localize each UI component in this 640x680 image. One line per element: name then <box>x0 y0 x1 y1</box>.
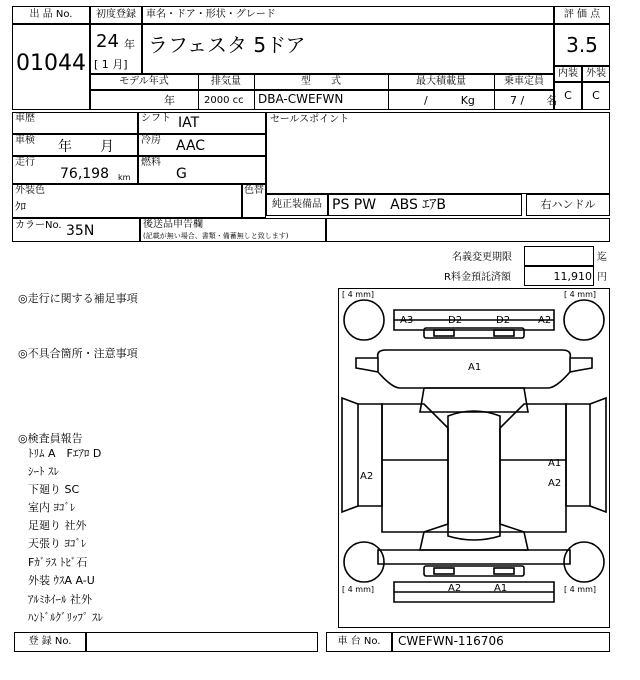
exterior-color-label: 外装色 <box>15 185 45 196</box>
name-change-label: 名義変更期限 <box>452 252 512 263</box>
mileage-unit: km <box>118 173 131 182</box>
inspector-line: ｼｰﾄ ｽﾚ <box>28 465 59 478</box>
fuel-value: G <box>176 166 187 182</box>
history-label: 車歴 <box>15 113 35 124</box>
color-no-value: 35N <box>66 223 95 239</box>
chassis-number: CWEFWN-116706 <box>398 634 504 648</box>
exterior-label: 外装 <box>586 68 606 79</box>
car-name-label: 車名・ドア・形状・グレード <box>146 9 276 20</box>
mark-front-d2-1: D2 <box>448 315 463 326</box>
score-label: 評 価 点 <box>563 9 601 20</box>
mark-front-d2-2: D2 <box>496 315 511 326</box>
exterior-color-cell <box>12 184 242 218</box>
displacement-label: 排気量 <box>211 76 241 87</box>
tire-br-label: [ 4 mm] <box>564 585 597 594</box>
roof <box>448 411 500 540</box>
exterior-grade: C <box>592 89 600 102</box>
lot-label: 出 品 No. <box>29 9 73 20</box>
chassis-label: 車 台 No. <box>337 636 381 647</box>
left-doors <box>382 404 448 532</box>
reg-no-label: 登 録 No. <box>28 636 72 647</box>
mark-right-a2: A2 <box>548 478 562 489</box>
left-side <box>358 404 382 506</box>
handle-value: 右ハンドル <box>540 198 596 211</box>
shift-label: シフト <box>141 113 171 124</box>
model-year-unit: 年 <box>164 94 175 107</box>
recycle-amount: 11,910 <box>553 270 592 283</box>
doc-label: 後送品申告欄 <box>143 219 203 230</box>
recycle-label: R料金預託済額 <box>444 272 511 283</box>
first-reg-year: 24 <box>96 31 119 52</box>
tire-front-left <box>344 300 384 340</box>
inspector-line: ｱﾙﾐﾎｲｰﾙ 社外 <box>28 593 92 606</box>
inspector-line: 外装 ｳｽA A-U <box>28 574 95 587</box>
inspector-line: ﾊﾝﾄﾞﾙｸﾞﾘｯﾌﾟ ｽﾚ <box>28 611 103 624</box>
mark-rear-a1: A1 <box>494 583 508 594</box>
name-change-box <box>524 246 594 266</box>
mark-hood-a1: A1 <box>468 362 482 373</box>
defects-notes-title: ◎不具合箇所・注意事項 <box>18 347 138 360</box>
equipment-value: PS PW ABS ｴｱB <box>332 197 446 213</box>
mark-right-a1: A1 <box>548 458 562 469</box>
type-value: DBA-CWEFWN <box>258 92 344 106</box>
capacity-value: 7 / 名 <box>510 94 558 107</box>
first-reg-label: 初度登録 <box>96 9 136 20</box>
mark-rear-a2: A2 <box>448 583 462 594</box>
car-diagram <box>338 288 610 628</box>
inspector-line: 天張り ﾖｺﾞﾚ <box>28 537 87 550</box>
color-no-label: カラーNo. <box>15 220 62 231</box>
type-label: 型 式 <box>301 76 341 87</box>
recycle-unit: 円 <box>597 272 607 283</box>
mark-left-a2: A2 <box>360 471 374 482</box>
name-change-unit: 迄 <box>597 252 607 263</box>
ac-value: AAC <box>176 138 206 154</box>
inspector-line: Fｶﾞﾗｽ ﾄﾋﾞ石 <box>28 556 88 569</box>
displacement-value: 2000 cc <box>204 95 244 106</box>
mileage-label: 走行 <box>15 157 35 168</box>
windshield <box>420 388 528 412</box>
mark-front-a3: A3 <box>400 315 414 326</box>
driving-notes-title: ◎走行に関する補足事項 <box>18 292 138 305</box>
equipment-label: 純正装備品 <box>272 199 322 210</box>
rear-window <box>420 532 528 550</box>
interior-label: 内装 <box>558 68 578 79</box>
inspection-value: 年 月 <box>58 139 114 155</box>
doc-note: (記載が無い場合、書類・備蓄無しと致します) <box>143 232 289 240</box>
capacity-label: 乗車定員 <box>504 76 544 87</box>
tire-bl-label: [ 4 mm] <box>342 585 375 594</box>
tire-tl-label: [ 4 mm] <box>342 290 375 299</box>
inspector-report-title: ◎検査員報告 <box>18 432 83 445</box>
first-reg-month: [ 1 月] <box>94 58 128 71</box>
tire-tr-label: [ 4 mm] <box>564 290 597 299</box>
inspector-line: 足廻り 社外 <box>28 519 87 532</box>
sales-point-label: セールスポイント <box>270 114 350 125</box>
inspection-label: 車検 <box>15 135 35 146</box>
inspector-line: 下廻り SC <box>28 483 80 496</box>
exterior-color-value: ｸﾛ <box>15 200 26 213</box>
color-change-label: 色替 <box>244 185 264 196</box>
lot-number: 01044 <box>16 51 86 76</box>
mark-front-a2: A2 <box>538 315 552 326</box>
shift-value: IAT <box>178 115 200 131</box>
ac-label: 冷房 <box>141 135 161 146</box>
load-value: / Kg <box>424 94 475 107</box>
doc-empty-cell <box>326 218 610 242</box>
score-value: 3.5 <box>566 33 598 57</box>
rear-gate <box>378 550 570 564</box>
right-side <box>566 404 590 506</box>
interior-grade: C <box>564 89 572 102</box>
car-name: ラフェスタ 5ドア <box>148 33 306 57</box>
mileage-value: 76,198 <box>60 166 109 182</box>
reg-no-value-cell <box>86 632 318 652</box>
fuel-label: 燃料 <box>141 157 161 168</box>
tire-front-right <box>564 300 604 340</box>
first-reg-year-unit: 年 <box>124 38 135 51</box>
load-label: 最大積載量 <box>416 76 466 87</box>
model-year-label: モデル年式 <box>119 76 169 87</box>
inspector-line: ﾄﾘﾑ A Fｴｱﾛ D <box>28 447 102 460</box>
inspector-line: 室内 ﾖｺﾞﾚ <box>28 501 76 514</box>
